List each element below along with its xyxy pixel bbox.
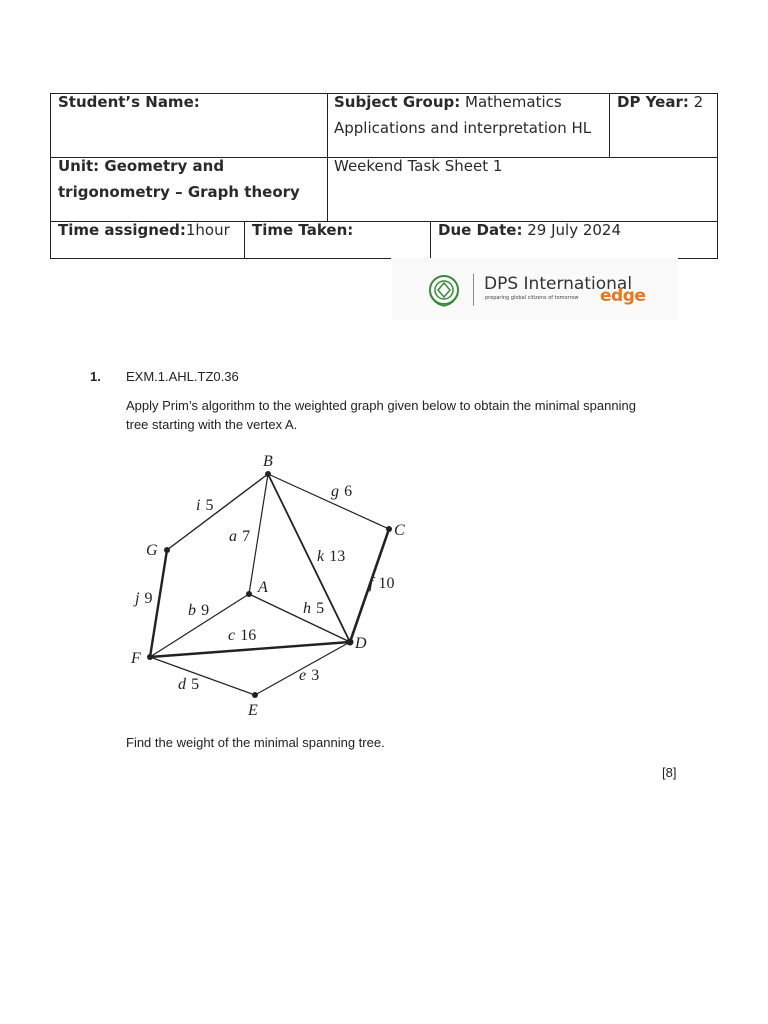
table-col-divider-4	[430, 221, 431, 259]
edge-label-a: a 7	[229, 528, 251, 545]
table-col-divider-3	[244, 221, 245, 259]
time-assigned-label: Time assigned:	[58, 221, 186, 239]
dp-year-value: 2	[693, 93, 704, 111]
logo-separator	[473, 274, 474, 306]
weighted-graph	[0, 440, 768, 740]
table-border-bottom-right	[678, 258, 718, 259]
vertex-f-label: F	[131, 650, 141, 667]
time-taken: Time Taken:	[252, 221, 354, 239]
edge-label-d: d 5	[178, 676, 200, 693]
task-sheet-title: Weekend Task Sheet 1	[334, 157, 503, 175]
subject-group-label: Subject Group:	[334, 93, 461, 111]
edge-label-e: e 3	[299, 667, 320, 684]
vertex-c-label: C	[394, 522, 405, 539]
edge-g	[268, 474, 389, 529]
due-date-value: 29 July 2024	[527, 221, 622, 239]
edge-h	[249, 594, 350, 642]
question-text-line1: Apply Prim’s algorithm to the weighted graph given below to obtain the minimal spanning	[126, 398, 636, 413]
logo-name: DPS International	[484, 274, 633, 294]
vertex-e-dot	[252, 692, 258, 698]
edge-label-f: f 10	[369, 575, 395, 592]
vertex-c-dot	[386, 526, 392, 532]
question-text-line2: tree starting with the vertex A.	[126, 417, 298, 432]
edge-label-k: k 13	[317, 548, 346, 565]
table-col-divider-2	[609, 93, 610, 158]
vertex-e-label: E	[248, 702, 258, 719]
find-weight-text: Find the weight of the minimal spanning tree.	[126, 735, 385, 750]
edge-label-c: c 16	[228, 627, 257, 644]
vertex-a-label: A	[258, 579, 268, 596]
table-col-divider-1	[327, 93, 328, 222]
subject-group	[334, 89, 562, 115]
vertex-b-label: B	[263, 453, 273, 470]
edge-a	[249, 474, 268, 594]
due-date	[438, 217, 621, 243]
edge-label-h: h 5	[303, 600, 325, 617]
vertex-g-dot	[164, 547, 170, 553]
school-logo	[392, 258, 678, 320]
vertex-d-dot	[347, 639, 354, 646]
logo-edge: edge	[600, 286, 646, 306]
marks: [8]	[662, 765, 677, 780]
edge-label-g: g 6	[331, 483, 353, 500]
table-border-right	[717, 93, 718, 259]
question-code: EXM.1.AHL.TZ0.36	[126, 369, 239, 384]
table-border-left	[50, 93, 51, 259]
dp-year	[617, 89, 703, 115]
time-assigned-value: 1hour	[185, 221, 230, 239]
table-border-bottom-left	[50, 258, 391, 259]
vertex-d-label: D	[355, 635, 367, 652]
vertex-f-dot	[147, 654, 153, 660]
unit-line1: Unit: Geometry and	[58, 157, 225, 175]
edge-label-i: i 5	[196, 497, 214, 514]
edge-label-b: b 9	[188, 602, 210, 619]
edge-c	[150, 642, 350, 657]
edge-i	[167, 474, 268, 550]
due-date-label: Due Date:	[438, 221, 523, 239]
edge-label-j: j 9	[135, 590, 153, 607]
unit-line2: trigonometry – Graph theory	[58, 183, 300, 201]
edge-d	[150, 657, 255, 695]
vertex-b-dot	[265, 471, 271, 477]
question-number: 1.	[90, 369, 101, 384]
subject-line2: Applications and interpretation HL	[334, 119, 592, 137]
edge-j	[150, 550, 167, 657]
subject-group-value: Mathematics	[465, 93, 562, 111]
logo-tagline: preparing global citizens of tomorrow	[485, 295, 579, 301]
student-name-label: Student’s Name:	[58, 93, 200, 111]
vertex-g-label: G	[146, 542, 158, 559]
time-assigned	[58, 217, 230, 243]
crest-icon	[424, 272, 464, 312]
dp-year-label: DP Year:	[617, 93, 689, 111]
vertex-a-dot	[246, 591, 252, 597]
